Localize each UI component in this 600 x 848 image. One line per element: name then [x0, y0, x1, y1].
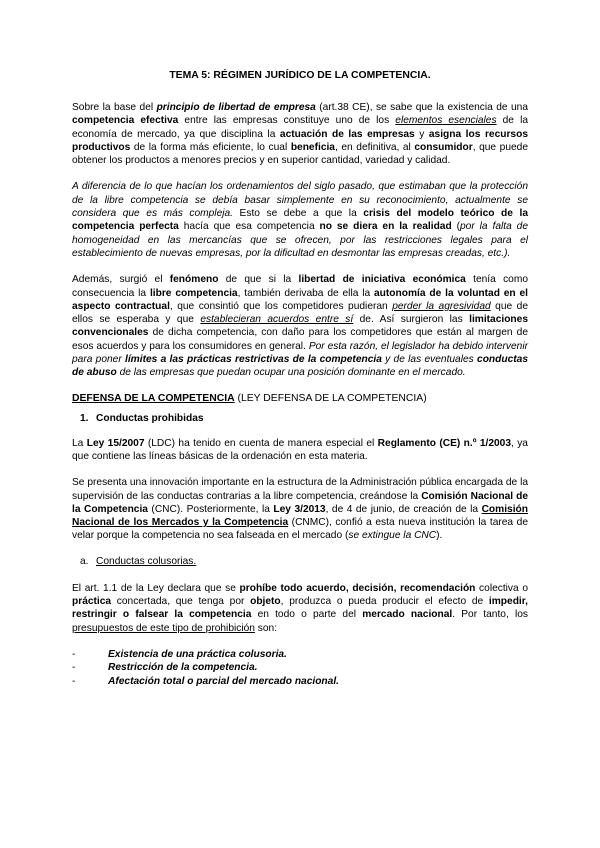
paragraph-phenomenon: Además, surgió el fenómeno de que si la libertad de iniciativa económica tenía como consecuencia la libre competencia, también derivaba de ella la autonomía de la voluntad en el aspecto contractual, que consintió que los competidores pudieran perder la agresividad que de ellos se esperaba y que establecieran acuerdos entre sí de. Así surgieron las limitaciones convencionales de dicha competencia, con daño para los competidores que están al margen de esos acuerdos y para los consumidores en general. Por esta razón, el legislador ha debido intervenir para poner límites a las prácticas restrictivas de la competencia y de las eventuales conductas de abuso de las empresas que puedan ocupar una posición dominante en el mercado.	[72, 274, 529, 379]
paragraph-ldc: La Ley 15/2007 (LDC) ha tenido en cuenta de manera especial el Reglamento (CE) n.º 1/2003, ya que contiene las líneas básicas de la ordenación en esta materia.	[72, 437, 528, 462]
subsection-conductas-prohibidas: 1. Conductas prohibidas	[80, 412, 204, 424]
list-item: - Afectación total o parcial del mercado nacional.	[72, 675, 339, 687]
list-item: - Existencia de una práctica colusoria.	[72, 648, 287, 660]
list-item: - Restricción de la competencia.	[72, 662, 258, 674]
section-heading: DEFENSA DE LA COMPETENCIA (LEY DEFENSA DE LA COMPETENCIA)	[72, 392, 427, 404]
presupuestos-list	[72, 648, 528, 688]
subsection-conductas-colusorias: a. Conductas colusorias.	[80, 555, 197, 567]
page-title: TEMA 5: RÉGIMEN JURÍDICO DE LA COMPETENCIA.	[169, 70, 431, 81]
paragraph-cnmc: Se presenta una innovación importante en la estructura de la Administración pública encargada de la supervisión de las conductas contrarias a la libre competencia, creándose la Comisión Nacional de la Competencia (CNC). Posteriormente, la Ley 3/2013, de 4 de junio, de creación de la Comisión Nacional de los Mercados y la Competencia (CNMC), confió a esta nueva institución la tarea de velar porque la competencia no sea falseada en el mercado (se extingue la CNC).	[72, 477, 528, 542]
document-page	[72, 70, 528, 688]
paragraph-intro: Sobre la base del principio de libertad de empresa (art.38 CE), se sabe que la existencia de una competencia efectiva entre las empresas constituye uno de los elementos esenciales de la economía de mercado, ya que disciplina la actuación de las empresas y asigna los recursos productivos de la forma más eficiente, lo cual beneficia, en definitiva, al consumidor, que puede obtener los productos a menores precios y en superior cantidad, variedad y calidad.	[72, 102, 529, 167]
paragraph-art-1-1: El art. 1.1 de la Ley declara que se prohíbe todo acuerdo, decisión, recomendación colectiva o práctica concertada, que tenga por objeto, produzca o pueda producir el efecto de impedir, restringir o falsear la competencia en todo o parte del mercado nacional. Por tanto, los presupuestos de este tipo de prohibición son:	[72, 582, 529, 634]
paragraph-perfect-competition: A diferencia de lo que hacían los ordenamientos del siglo pasado, que estimaban que la protección de la libre competencia se debía basar simplemente en su reconocimiento, actualmente se considera que es más compleja. Esto se debe a que la crisis del modelo teórico de la competencia perfecta hacía que esa competencia no se diera en la realidad (por la falta de homogeneidad en las mercancías que se ofrecen, por las restricciones legales para el establecimiento de nuevas empresas, por la dificultad en desmontar las empresas creadas, etc.).	[72, 181, 529, 259]
